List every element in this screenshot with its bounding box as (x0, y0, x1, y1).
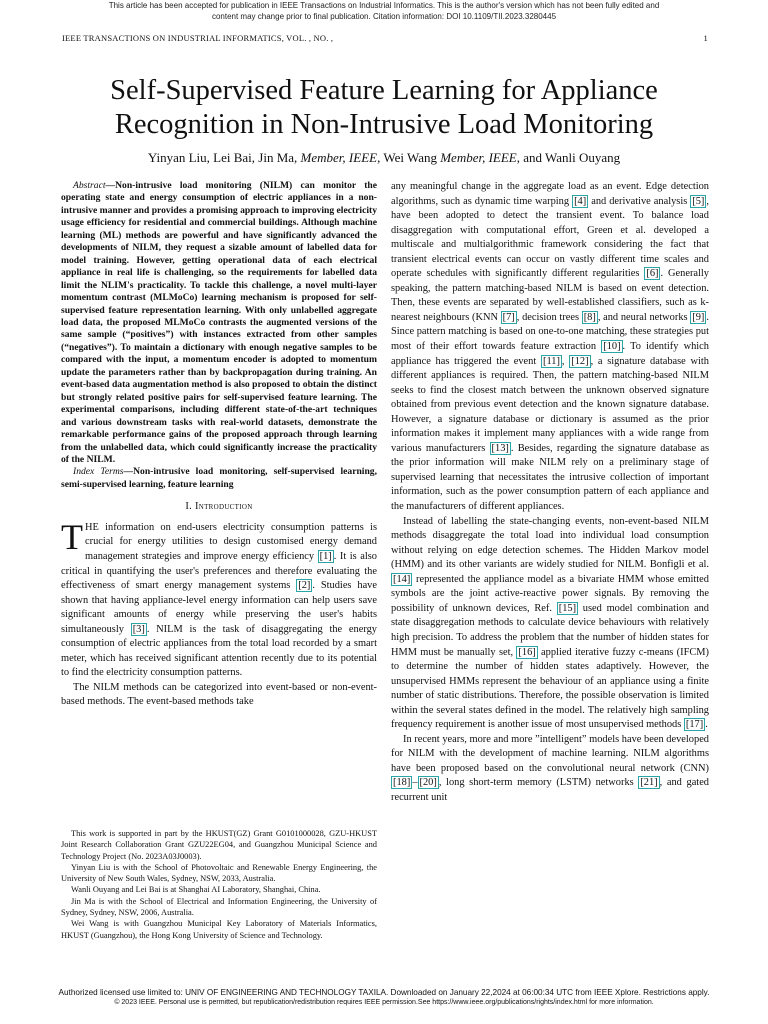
license-notice-line2: © 2023 IEEE. Personal use is permitted, but republication/redistribution requires IEEE permission.See https://www.ieee.org/publications/rights/index.html for more information. (114, 999, 654, 1006)
body-paragraph (391, 180, 709, 515)
title-line2: Recognition in Non-Intrusive Load Monitoring (114, 109, 654, 140)
citation-link[interactable]: [17] (685, 719, 704, 731)
journal-name: IEEE TRANSACTIONS ON INDUSTRIAL INFORMATICS, VOL. , NO. , (62, 33, 334, 43)
citation-link[interactable]: [1] (319, 550, 332, 562)
text-run: . Generally speaking, the pattern matching-based NILM is based on event detection. Then, these events are separated by well-established classifiers, such as k-nearest neighbours (KNN (391, 268, 709, 323)
citation-link[interactable]: [11] (542, 355, 560, 367)
text-run: , and neural networks (597, 311, 691, 323)
footnote-affiliation: Wei Wang is with Guangzhou Municipal Key Laboratory of Materials Informatics, HKUST (Guangzhou), the Hong Kong University of Science and Technology. (61, 919, 377, 940)
citation-link[interactable]: [6] (646, 268, 659, 280)
footnote-affiliation: Jin Ma is with the School of Electrical and Information Engineering, the University of Sydney, Sydney, NSW, 2006, Australia. (61, 896, 377, 918)
citation-link[interactable]: [10] (603, 341, 621, 353)
left-column (61, 180, 377, 710)
body-paragraph (391, 515, 709, 733)
footnote-funding: This work is supported in part by the HKUST(GZ) Grant G0101000028, GZU-HKUST Joint Research Collaboration Grant GZU22EG04, and Guangzhou Municipal Science and Technology Project (No. 2023A03J0003). (61, 829, 377, 861)
abstract-label: Abstract (73, 180, 106, 191)
citation-link[interactable]: [2] (298, 580, 311, 592)
text-run: . Studies have shown that having appliance-level energy information can help users save significant amounts of energy while preserving the user's habits simultaneously (61, 580, 377, 635)
text-run: , decision trees (516, 311, 582, 323)
drop-cap: T (61, 516, 83, 557)
text-run: , long short-term memory (LSTM) networks (438, 777, 639, 789)
author-membership: Member, IEEE (440, 150, 517, 165)
text-run: . NILM is the task of disaggregating the energy consumption of electric appliances from the total load recorded by a smart meter, which has received significant attention recently due to its potential to find the electricity consumption patterns. (61, 623, 377, 679)
section-heading-introduction: I. Introduction (185, 501, 253, 513)
footnote-affiliation: Yinyan Liu is with the School of Photovoltaic and Renewable Energy Engineering, the University of New South Wales, Sydney, NSW, 2033, Australia. (61, 862, 377, 884)
intro-lead-word: HE (85, 521, 99, 533)
text-run: , a signature database with different appliances is required. Then, the pattern matching-based NILM seeks to find the closest match between the unknown observed signature obtained from previous event detection and the known signature database. However, a signature database or dictionary is assumed as the prior information makes it implement many appliances with a wide range from various manufacturers (391, 355, 709, 454)
intro-paragraph-2: The NILM methods can be categorized into event-based or non-event-based methods. The event-based methods take (61, 681, 377, 708)
license-notice-line1: Authorized licensed use limited to: UNIV OF ENGINEERING AND TECHNOLOGY TAXILA. Downloaded on January 22,2024 at 06:00:34 UTC from IEEE Xplore. Restrictions apply. (58, 988, 710, 997)
citation-link[interactable]: [14] (393, 573, 411, 585)
citation-link[interactable]: [8] (583, 311, 596, 323)
text-run: and derivative analysis (588, 195, 691, 207)
text-run: . Since pattern matching is based on one-to-one matching, these strategies put most of their effort towards feature extraction (391, 311, 709, 353)
text-run: Instead of labelling the state-changing events, non-event-based NILM methods disaggregate the total load into individual load consumption without relying on edge detection schemes. The Hidden Markov model (HMM) and its other variants are widely studied for NILM. Bonfigli et al. (391, 515, 709, 571)
publication-notice-line2: content may change prior to final publication. Citation information: DOI 10.1109/TII.2023.3280445 (211, 12, 557, 21)
authors-part1: Yinyan Liu, Lei Bai, Jin Ma, (147, 150, 301, 165)
citation-link[interactable]: [18] (393, 777, 411, 789)
citation-link[interactable]: [3] (132, 623, 145, 635)
authors-part3: , and Wanli Ouyang (516, 150, 621, 165)
citation-link[interactable]: [15] (558, 602, 577, 614)
citation-link[interactable]: [13] (491, 442, 509, 454)
footnotes (61, 828, 377, 941)
text-run: applied iterative fuzzy c-means (IFCM) to determine the number of hidden states adaptively. However, the unsupervised HMMs represent the behaviour of an appliance using a finite number of static distributions. Therefore, the possible observation is limited within the several states defined in the model. The relatively high sampling frequency requirement is another issue of most unsupervised methods (391, 646, 709, 731)
page-number: 1 (703, 33, 708, 43)
index-terms-label: Index Terms (73, 466, 124, 478)
text-run: – (412, 777, 418, 789)
text-run: represented the appliance model as a bivariate HMM whose emitted symbols are the joint active-reactive power signals. By removing the possibility of unknown devices, Ref. (391, 573, 709, 614)
citation-link[interactable]: [21] (640, 777, 658, 789)
footnote-affiliation: Wanli Ouyang and Lei Bai is at Shanghai AI Laboratory, Shanghai, China. (71, 885, 321, 895)
citation-link[interactable]: [5] (692, 195, 705, 207)
publication-notice-line1: This article has been accepted for publication in IEEE Transactions on Industrial Informatics. This is the author's version which has not been fully edited and (108, 1, 660, 10)
license-notice (0, 988, 768, 1008)
text-run: , and gated recurrent unit (391, 777, 710, 803)
paper-title (30, 74, 738, 142)
right-column (391, 180, 709, 806)
abstract (61, 180, 377, 466)
abstract-text: —Non-intrusive load monitoring (NILM) can monitor the operating state and energy consumption of electric appliances in a non-intrusive manner and provides a promising approach to improving electricity usage efficiency for residential and commercial buildings. Although machine learning (ML) methods are powerful and have significantly advanced the developments of NILM, they request a sizable amount of labelled data for model training. However, getting operational data of each electrical appliance in real life is challenging, so the requirements for labelled data limit the NLIM's practicality. To tackle this challenge, a novel multi-layer momentum contrast (MLMoCo) learning mechanism is proposed for self-supervised feature representation learning. With only unlabelled aggregate load data, the proposed MLMoCo contrasts the augmented versions of the same sample (“positives”) with instances extracted from other samples (“negatives”). To maintain a dictionary with enough negative samples to be compared with the input, a momentum encoder is adopted to momentum update the parameters rather than by backpropagation during training. An event-based data augmentation method is also proposed to obtain the distinct but strongly related positive pairs for self-supervised feature learning. The experimental comparisons, including different state-of-the-art techniques and various downstream tasks with real-world datasets, demonstrate the remarkable performance gains of the proposed approach through learning from the unlabelled data, which could significantly increase the practicality of the NILM. (61, 180, 377, 465)
title-line1: Self-Supervised Feature Learning for Appliance (110, 75, 658, 106)
text-run: information on end-users electricity consumption patterns is crucial for energy utilities to design customised energy demand management strategies and improve energy efficiency (85, 521, 377, 562)
author-membership: Member, IEEE (300, 150, 378, 165)
text-run: , (561, 355, 570, 367)
publication-notice (0, 0, 768, 22)
authors-part2: , Wei Wang (377, 150, 441, 165)
citation-link[interactable]: [12] (571, 355, 589, 367)
citation-link[interactable]: [20] (419, 777, 437, 789)
running-header (62, 33, 708, 43)
text-run: In recent years, more and more ”intelligent” models have been developed for NILM with the development of machine learning. NILM algorithms have been proposed based on the convolutional neural network (CNN) (391, 733, 709, 774)
text-run: used model combination and state disaggregation methods to calculate device behaviours with relatively high precision. To address the problem that the number of hidden states for HMM must be manually set, (391, 602, 709, 658)
index-terms (61, 466, 377, 491)
intro-paragraph-1 (61, 516, 378, 681)
index-terms-text: —Non-intrusive load monitoring, self-supervised learning, semi-supervised learning, feature learning (61, 466, 377, 490)
text-run: , have been adopted to detect the transient event. To balance load disaggregation with computational effort, Green et al. developed a multiscale and multialgorithmic framework considering the fact that transient electrical events can occur on vastly different time scales and operate schedules with significantly different regularities (391, 195, 710, 280)
body-paragraph (391, 733, 709, 806)
author-list (30, 150, 738, 166)
text-run: . To identify which appliance has triggered the event (391, 341, 709, 367)
text-run: . Besides, regarding the signature database as the prior information will make NILM rely on a preliminary stage of supervised learning that necessitates the intrusive collection of important information, such as the power consumption pattern of each appliance and the manufacturers of different appliances. (391, 442, 709, 513)
citation-link[interactable]: [9] (692, 311, 705, 323)
text-run: any meaningful change in the aggregate load as an event. Edge detection algorithms, such as dynamic time warping (391, 181, 709, 207)
citation-link[interactable]: [16] (518, 646, 536, 658)
citation-link[interactable]: [4] (574, 195, 587, 207)
citation-link[interactable]: [7] (502, 311, 515, 323)
text-run: . (705, 719, 708, 731)
text-run: . It is also critical in quantifying the user's preferences and therefore evaluating the effectiveness of smart energy management systems (61, 550, 378, 592)
